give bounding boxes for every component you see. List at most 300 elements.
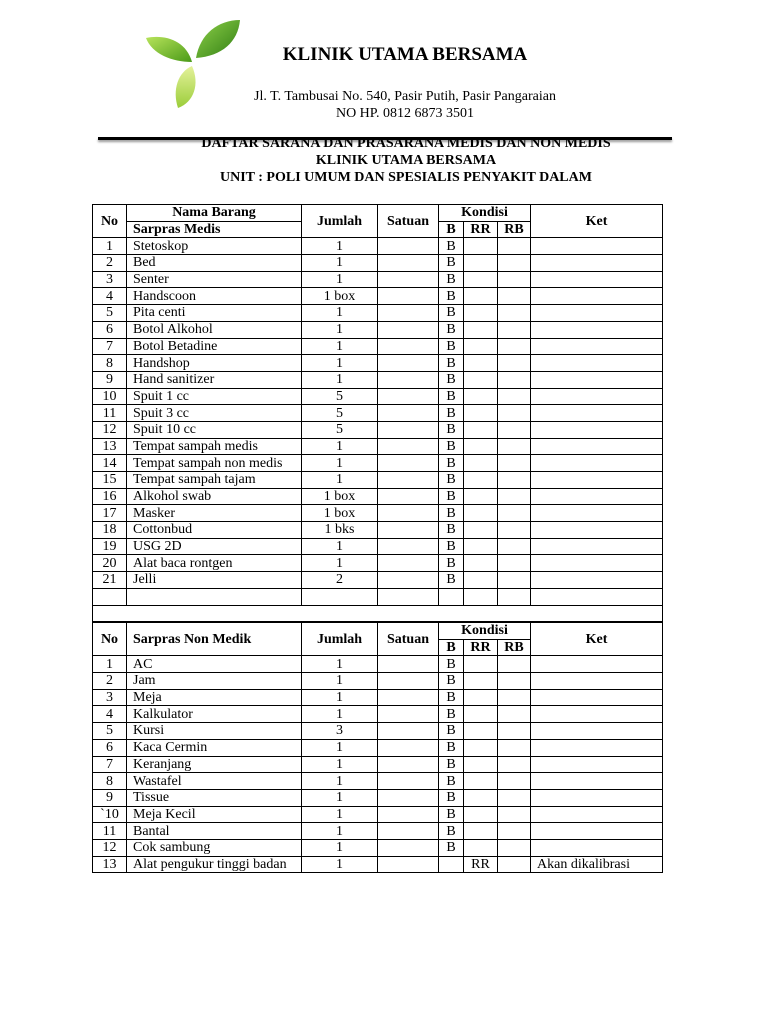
blank-cell bbox=[498, 588, 531, 605]
row-satuan bbox=[378, 773, 439, 790]
row-b: B bbox=[439, 572, 464, 589]
row-ket bbox=[531, 739, 663, 756]
row-name: Kaca Cermin bbox=[127, 739, 302, 756]
row-name: Tempat sampah non medis bbox=[127, 455, 302, 472]
row-jumlah: 1 bbox=[302, 472, 378, 489]
clinic-name: KLINIK UTAMA BERSAMA bbox=[282, 44, 528, 65]
table-row bbox=[93, 421, 663, 438]
table-row bbox=[93, 572, 663, 589]
row-name: Pita centi bbox=[127, 305, 302, 322]
row-rr bbox=[464, 656, 498, 673]
medis-rows bbox=[93, 238, 663, 622]
row-ket bbox=[531, 673, 663, 690]
row-rb bbox=[498, 421, 531, 438]
row-no: 15 bbox=[93, 472, 127, 489]
row-satuan bbox=[378, 572, 439, 589]
row-satuan bbox=[378, 756, 439, 773]
row-rb bbox=[498, 706, 531, 723]
row-jumlah: 1 bbox=[302, 739, 378, 756]
row-satuan bbox=[378, 823, 439, 840]
row-satuan bbox=[378, 538, 439, 555]
row-satuan bbox=[378, 405, 439, 422]
table-row bbox=[93, 689, 663, 706]
row-satuan bbox=[378, 238, 439, 255]
blank-cell bbox=[93, 588, 127, 605]
row-b: B bbox=[439, 773, 464, 790]
table-row bbox=[93, 739, 663, 756]
row-no: 11 bbox=[93, 823, 127, 840]
table-row bbox=[93, 472, 663, 489]
row-name: AC bbox=[127, 656, 302, 673]
col-nama-barang: Nama Barang bbox=[127, 205, 302, 222]
section-heading-non-medis: Sarpras Non Medik bbox=[127, 623, 302, 656]
row-ket bbox=[531, 505, 663, 522]
row-rb bbox=[498, 823, 531, 840]
row-no: 2 bbox=[93, 255, 127, 272]
row-b: B bbox=[439, 371, 464, 388]
row-b: B bbox=[439, 355, 464, 372]
row-rb bbox=[498, 572, 531, 589]
col-b: B bbox=[439, 221, 464, 238]
row-rr bbox=[464, 572, 498, 589]
row-rb bbox=[498, 522, 531, 539]
row-name: Senter bbox=[127, 271, 302, 288]
row-jumlah: 1 bbox=[302, 756, 378, 773]
row-satuan bbox=[378, 522, 439, 539]
row-jumlah: 1 bbox=[302, 706, 378, 723]
row-jumlah: 1 bbox=[302, 538, 378, 555]
row-rr bbox=[464, 756, 498, 773]
table-row bbox=[93, 288, 663, 305]
row-no: 5 bbox=[93, 723, 127, 740]
row-jumlah: 5 bbox=[302, 388, 378, 405]
col-rb: RB bbox=[498, 221, 531, 238]
row-rb bbox=[498, 673, 531, 690]
row-name: Tempat sampah tajam bbox=[127, 472, 302, 489]
row-ket bbox=[531, 572, 663, 589]
row-rr bbox=[464, 555, 498, 572]
non-medis-rows bbox=[93, 656, 663, 873]
row-b: B bbox=[439, 673, 464, 690]
row-rb bbox=[498, 839, 531, 856]
row-ket bbox=[531, 756, 663, 773]
blank-cell bbox=[127, 588, 302, 605]
row-name: Jelli bbox=[127, 572, 302, 589]
row-rr bbox=[464, 673, 498, 690]
table-row bbox=[93, 656, 663, 673]
row-ket bbox=[531, 371, 663, 388]
row-b: B bbox=[439, 555, 464, 572]
table-row bbox=[93, 405, 663, 422]
row-satuan bbox=[378, 555, 439, 572]
row-ket bbox=[531, 538, 663, 555]
row-satuan bbox=[378, 371, 439, 388]
row-ket bbox=[531, 238, 663, 255]
col-ket: Ket bbox=[531, 205, 663, 238]
row-jumlah: 1 bbox=[302, 455, 378, 472]
row-rb bbox=[498, 656, 531, 673]
row-no: 6 bbox=[93, 321, 127, 338]
row-ket bbox=[531, 723, 663, 740]
row-rb bbox=[498, 371, 531, 388]
row-no: 11 bbox=[93, 405, 127, 422]
table-row bbox=[93, 255, 663, 272]
row-ket bbox=[531, 305, 663, 322]
row-rr bbox=[464, 472, 498, 489]
row-rb bbox=[498, 789, 531, 806]
row-b: B bbox=[439, 388, 464, 405]
row-rb bbox=[498, 723, 531, 740]
row-rr bbox=[464, 338, 498, 355]
row-ket bbox=[531, 405, 663, 422]
row-rb bbox=[498, 238, 531, 255]
table-row bbox=[93, 505, 663, 522]
row-name: Meja bbox=[127, 689, 302, 706]
row-b: B bbox=[439, 505, 464, 522]
row-jumlah: 1 bbox=[302, 305, 378, 322]
row-rb bbox=[498, 455, 531, 472]
row-name: Botol Alkohol bbox=[127, 321, 302, 338]
row-satuan bbox=[378, 338, 439, 355]
table-row bbox=[93, 789, 663, 806]
blank-cell bbox=[93, 605, 663, 622]
row-b: B bbox=[439, 806, 464, 823]
row-satuan bbox=[378, 856, 439, 873]
row-name: Cottonbud bbox=[127, 522, 302, 539]
row-b: B bbox=[439, 706, 464, 723]
blank-row bbox=[93, 605, 663, 622]
row-ket bbox=[531, 555, 663, 572]
table-row bbox=[93, 238, 663, 255]
row-satuan bbox=[378, 739, 439, 756]
row-ket bbox=[531, 773, 663, 790]
row-satuan bbox=[378, 656, 439, 673]
row-name: Bed bbox=[127, 255, 302, 272]
blank-cell bbox=[439, 588, 464, 605]
table-row bbox=[93, 371, 663, 388]
row-name: Kursi bbox=[127, 723, 302, 740]
row-jumlah: 3 bbox=[302, 723, 378, 740]
row-satuan bbox=[378, 438, 439, 455]
row-rb bbox=[498, 271, 531, 288]
row-b: B bbox=[439, 305, 464, 322]
row-jumlah: 1 bbox=[302, 438, 378, 455]
table-row bbox=[93, 455, 663, 472]
row-satuan bbox=[378, 488, 439, 505]
row-jumlah: 1 bbox=[302, 555, 378, 572]
col-satuan: Satuan bbox=[378, 205, 439, 238]
row-b: B bbox=[439, 321, 464, 338]
row-rr bbox=[464, 488, 498, 505]
row-jumlah: 1 bbox=[302, 238, 378, 255]
row-name: Wastafel bbox=[127, 773, 302, 790]
row-b: B bbox=[439, 271, 464, 288]
table-row bbox=[93, 388, 663, 405]
row-jumlah: 1 bbox=[302, 856, 378, 873]
row-rb bbox=[498, 806, 531, 823]
row-no: 12 bbox=[93, 421, 127, 438]
row-rb bbox=[498, 355, 531, 372]
row-satuan bbox=[378, 839, 439, 856]
row-name: Handshop bbox=[127, 355, 302, 372]
row-no: 12 bbox=[93, 839, 127, 856]
row-rr bbox=[464, 288, 498, 305]
row-jumlah: 1 bbox=[302, 823, 378, 840]
row-name: Cok sambung bbox=[127, 839, 302, 856]
row-name: USG 2D bbox=[127, 538, 302, 555]
row-rr bbox=[464, 806, 498, 823]
row-b: B bbox=[439, 338, 464, 355]
row-rb bbox=[498, 505, 531, 522]
row-b: B bbox=[439, 538, 464, 555]
row-no: 8 bbox=[93, 355, 127, 372]
row-name: Bantal bbox=[127, 823, 302, 840]
row-rr bbox=[464, 388, 498, 405]
section-heading-medis: Sarpras Medis bbox=[127, 221, 302, 238]
row-jumlah: 1 bbox=[302, 689, 378, 706]
row-jumlah: 1 bbox=[302, 806, 378, 823]
row-name: Handscoon bbox=[127, 288, 302, 305]
row-rr bbox=[464, 689, 498, 706]
row-jumlah: 1 bbox=[302, 773, 378, 790]
row-no: 17 bbox=[93, 505, 127, 522]
row-satuan bbox=[378, 321, 439, 338]
row-name: Masker bbox=[127, 505, 302, 522]
table-row bbox=[93, 706, 663, 723]
row-rr bbox=[464, 255, 498, 272]
col-no: No bbox=[93, 623, 127, 656]
non-medis-table bbox=[92, 622, 663, 873]
row-b: B bbox=[439, 689, 464, 706]
row-rr bbox=[464, 723, 498, 740]
row-rr bbox=[464, 522, 498, 539]
row-b: B bbox=[439, 288, 464, 305]
row-ket bbox=[531, 455, 663, 472]
table-row bbox=[93, 673, 663, 690]
row-b: B bbox=[439, 522, 464, 539]
row-rr bbox=[464, 789, 498, 806]
table-row bbox=[93, 773, 663, 790]
row-satuan bbox=[378, 789, 439, 806]
row-satuan bbox=[378, 806, 439, 823]
row-jumlah: 1 bbox=[302, 321, 378, 338]
row-no: 16 bbox=[93, 488, 127, 505]
table-row bbox=[93, 806, 663, 823]
row-satuan bbox=[378, 271, 439, 288]
row-rb bbox=[498, 689, 531, 706]
col-satuan: Satuan bbox=[378, 623, 439, 656]
row-name: Spuit 10 cc bbox=[127, 421, 302, 438]
row-ket: Akan dikalibrasi bbox=[531, 856, 663, 873]
row-no: 5 bbox=[93, 305, 127, 322]
row-rr bbox=[464, 238, 498, 255]
row-rb bbox=[498, 288, 531, 305]
row-jumlah: 1 bbox=[302, 355, 378, 372]
row-satuan bbox=[378, 455, 439, 472]
row-no: 14 bbox=[93, 455, 127, 472]
row-jumlah: 1 bbox=[302, 789, 378, 806]
row-name: Alat pengukur tinggi badan bbox=[127, 856, 302, 873]
row-jumlah: 1 bbox=[302, 371, 378, 388]
clinic-phone: NO HP. 0812 6873 3501 bbox=[335, 106, 475, 121]
row-no: 21 bbox=[93, 572, 127, 589]
row-ket bbox=[531, 789, 663, 806]
row-satuan bbox=[378, 673, 439, 690]
row-no: 4 bbox=[93, 288, 127, 305]
row-b: B bbox=[439, 656, 464, 673]
table-row bbox=[93, 305, 663, 322]
row-ket bbox=[531, 806, 663, 823]
row-no: 13 bbox=[93, 438, 127, 455]
row-rr bbox=[464, 823, 498, 840]
row-ket bbox=[531, 488, 663, 505]
medis-table bbox=[92, 204, 663, 622]
col-kondisi: Kondisi bbox=[439, 623, 531, 640]
row-jumlah: 1 bbox=[302, 673, 378, 690]
table-row bbox=[93, 438, 663, 455]
row-ket bbox=[531, 338, 663, 355]
row-rr bbox=[464, 371, 498, 388]
row-no: 4 bbox=[93, 706, 127, 723]
row-satuan bbox=[378, 255, 439, 272]
row-name: Keranjang bbox=[127, 756, 302, 773]
document-title-line1: DAFTAR SARANA DAN PRASARANA MEDIS DAN NON MEDIS bbox=[201, 138, 611, 151]
col-rb: RB bbox=[498, 639, 531, 656]
row-name: Stetoskop bbox=[127, 238, 302, 255]
row-no: 10 bbox=[93, 388, 127, 405]
row-rr bbox=[464, 455, 498, 472]
row-ket bbox=[531, 288, 663, 305]
table-row bbox=[93, 271, 663, 288]
table-row bbox=[93, 823, 663, 840]
row-jumlah: 1 box bbox=[302, 488, 378, 505]
row-b: B bbox=[439, 839, 464, 856]
table-row bbox=[93, 723, 663, 740]
row-no: 1 bbox=[93, 238, 127, 255]
col-no: No bbox=[93, 205, 127, 238]
row-ket bbox=[531, 271, 663, 288]
row-ket bbox=[531, 656, 663, 673]
row-satuan bbox=[378, 421, 439, 438]
row-b: B bbox=[439, 789, 464, 806]
row-satuan bbox=[378, 706, 439, 723]
table-row bbox=[93, 538, 663, 555]
row-jumlah: 1 bbox=[302, 255, 378, 272]
row-rb bbox=[498, 488, 531, 505]
row-rr bbox=[464, 839, 498, 856]
row-rr bbox=[464, 405, 498, 422]
row-name: Tissue bbox=[127, 789, 302, 806]
row-rb bbox=[498, 538, 531, 555]
col-ket: Ket bbox=[531, 623, 663, 656]
row-ket bbox=[531, 706, 663, 723]
table-row bbox=[93, 321, 663, 338]
row-rb bbox=[498, 405, 531, 422]
blank-cell bbox=[378, 588, 439, 605]
document-title-line2: KLINIK UTAMA BERSAMA bbox=[315, 153, 497, 168]
row-name: Spuit 3 cc bbox=[127, 405, 302, 422]
row-no: 3 bbox=[93, 271, 127, 288]
row-ket bbox=[531, 472, 663, 489]
document-title bbox=[96, 138, 716, 190]
row-name: Tempat sampah medis bbox=[127, 438, 302, 455]
row-rr bbox=[464, 706, 498, 723]
row-b: B bbox=[439, 405, 464, 422]
table-row bbox=[93, 756, 663, 773]
row-no: 6 bbox=[93, 739, 127, 756]
col-jumlah: Jumlah bbox=[302, 205, 378, 238]
col-jumlah: Jumlah bbox=[302, 623, 378, 656]
table-row bbox=[93, 522, 663, 539]
row-satuan bbox=[378, 388, 439, 405]
table-row bbox=[93, 355, 663, 372]
row-rr bbox=[464, 538, 498, 555]
col-kondisi: Kondisi bbox=[439, 205, 531, 222]
row-satuan bbox=[378, 472, 439, 489]
row-jumlah: 2 bbox=[302, 572, 378, 589]
table-row bbox=[93, 338, 663, 355]
col-b: B bbox=[439, 639, 464, 656]
row-name: Jam bbox=[127, 673, 302, 690]
row-name: Alkohol swab bbox=[127, 488, 302, 505]
row-rr bbox=[464, 421, 498, 438]
row-name: Kalkulator bbox=[127, 706, 302, 723]
table-row bbox=[93, 488, 663, 505]
row-rb bbox=[498, 773, 531, 790]
clinic-address-block bbox=[200, 88, 610, 122]
row-rb bbox=[498, 321, 531, 338]
blank-row bbox=[93, 588, 663, 605]
row-name: Spuit 1 cc bbox=[127, 388, 302, 405]
row-rb bbox=[498, 472, 531, 489]
row-rb bbox=[498, 305, 531, 322]
col-rr: RR bbox=[464, 639, 498, 656]
row-no: 13 bbox=[93, 856, 127, 873]
col-rr: RR bbox=[464, 221, 498, 238]
row-b: B bbox=[439, 238, 464, 255]
row-ket bbox=[531, 388, 663, 405]
row-jumlah: 1 box bbox=[302, 505, 378, 522]
row-rb bbox=[498, 338, 531, 355]
table-row bbox=[93, 856, 663, 873]
row-b: B bbox=[439, 739, 464, 756]
row-b: B bbox=[439, 488, 464, 505]
table-row bbox=[93, 555, 663, 572]
row-b bbox=[439, 856, 464, 873]
blank-cell bbox=[531, 588, 663, 605]
row-jumlah: 1 bbox=[302, 839, 378, 856]
row-rb bbox=[498, 739, 531, 756]
row-b: B bbox=[439, 438, 464, 455]
document-title-line3: UNIT : POLI UMUM DAN SPESIALIS PENYAKIT DALAM bbox=[220, 170, 592, 185]
blank-cell bbox=[464, 588, 498, 605]
row-no: 9 bbox=[93, 789, 127, 806]
row-satuan bbox=[378, 355, 439, 372]
row-no: 7 bbox=[93, 756, 127, 773]
clinic-address: Jl. T. Tambusai No. 540, Pasir Putih, Pasir Pangaraian bbox=[254, 89, 556, 104]
blank-cell bbox=[302, 588, 378, 605]
row-rr bbox=[464, 271, 498, 288]
row-rb bbox=[498, 856, 531, 873]
row-rr bbox=[464, 773, 498, 790]
row-jumlah: 1 bbox=[302, 656, 378, 673]
row-no: 7 bbox=[93, 338, 127, 355]
row-ket bbox=[531, 839, 663, 856]
row-rb bbox=[498, 255, 531, 272]
row-rb bbox=[498, 388, 531, 405]
row-b: B bbox=[439, 756, 464, 773]
row-rr bbox=[464, 321, 498, 338]
